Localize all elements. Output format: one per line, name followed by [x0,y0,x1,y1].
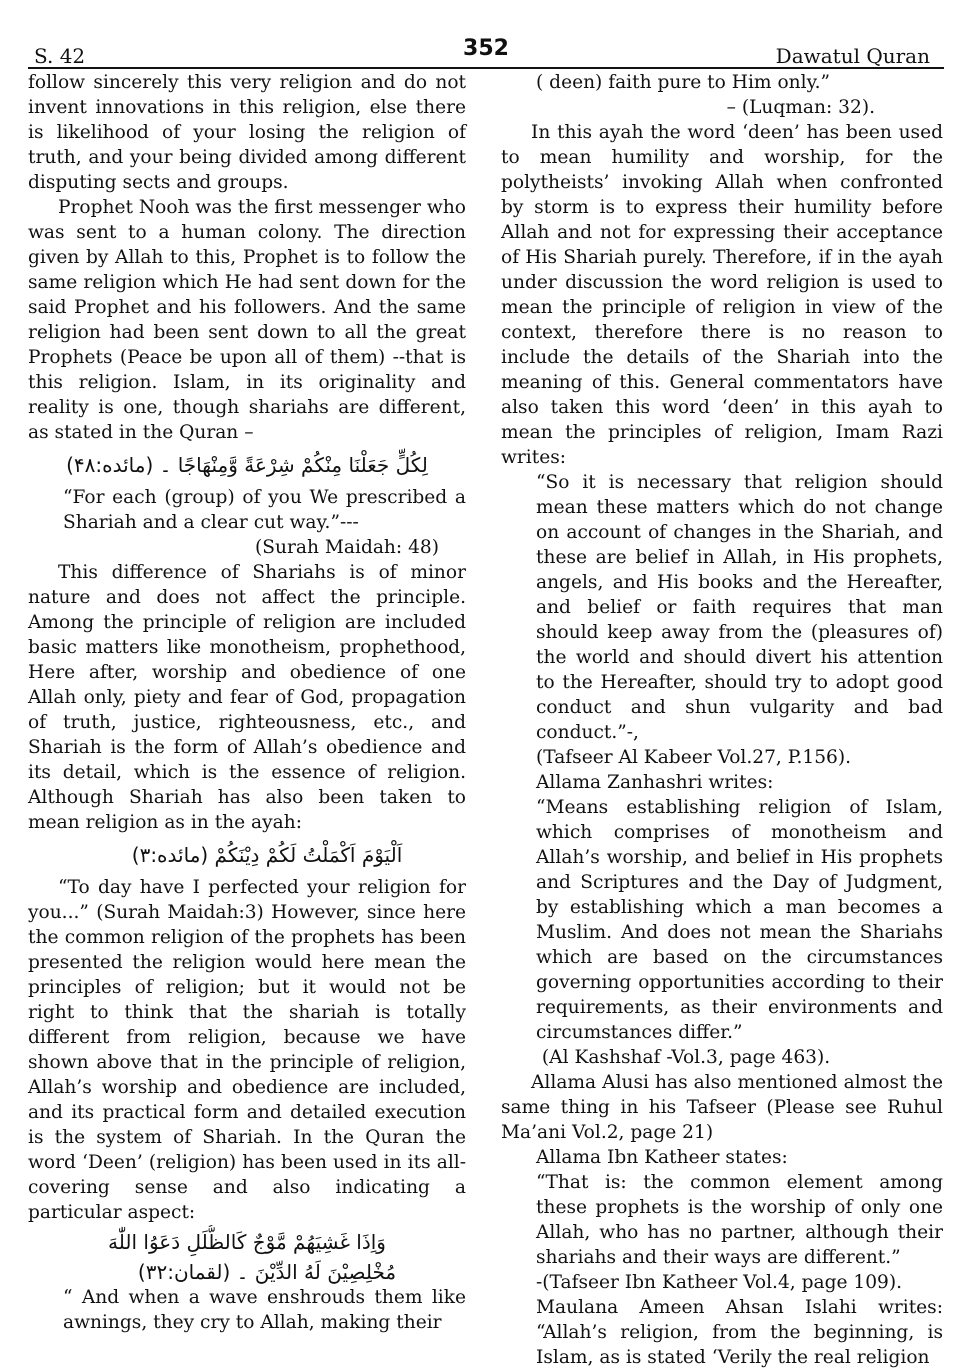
verse-translation-continued: ( deen) faith pure to Him only.” [536,72,831,93]
right-column [501,70,943,1370]
verse-translation: “ And when a wave enshrouds them like awnings, they cry to Allah, making their [63,1287,466,1333]
page-number: 352 [463,36,509,61]
verse-translation: “For each (group) of you We prescribed a Shariah and a clear cut way.”--- [63,487,466,533]
arabic-verse: وَاِذَا غَشِيَهُمْ مَّوْجٌ كَالظُّلَلِ دَعَوُا اللّٰهَ [108,1230,386,1254]
quote-citation: (Tafseer Al Kabeer Vol.27, P.156). [536,747,852,768]
book-title: Dawatul Quran [775,44,930,68]
block-quote: Maulana Ameen Ahsan Islahi writes: “Allah’s religion, from the beginning, is Islam, as is stated ‘Verily the real religion [536,1297,943,1368]
quote-intro: Allama Ibn Katheer states: [536,1147,788,1168]
verse-citation: – (Luqman: 32). [726,97,875,118]
paragraph: “To day have I perfected your religion for you...” (Surah Maidah:3) However, since here the common religion of the prophets has been presented the religion would here mean the principles of religion; but it would not be right to think that the shariah is totally different from religion, because we have shown above that in the principle of religion, Allah’s worship and obedience are included, and its practical form and detailed execution is the system of Shariah. In the Quran the word ‘Deen’ (religion) has been used in its all-covering sense and also indicating a particular aspect: [28,877,466,1223]
paragraph: In this ayah the word ‘deen’ has been used to mean humility and worship, for the polytheists’ invoking Allah when confronted by storm is to express their humility before Allah and not for expressing their acceptance of His Shariah purely. Therefore, if in the ayah under discussion the word religion is used to mean the principle of religion in view of the context, therefore there is no reason to include the details of the Shariah into the meaning of this. General commentators have also taken this word ‘deen’ in this ayah to mean the principles of religion, Imam Razi writes: [501,122,943,468]
block-quote: “So it is necessary that religion should mean these matters which do not change on account of changes in the Shariah, and these are belief in Allah, in His prophets, angels, and His books and the Hereafter, and belief or faith requires that man should keep away from the (pleasures of) the world and should divert his attention to the Hereafter, should try to adopt good conduct and shun vulgarity and bad conduct.”-, [536,472,943,743]
verse-citation: (Surah Maidah: 48) [255,537,439,558]
quote-citation: -(Tafseer Ibn Katheer Vol.4, page 109). [536,1272,903,1293]
left-column [28,70,466,1335]
paragraph: This difference of Shariahs is of minor nature and does not affect the principle. Among the principle of religion are included basic matters like monotheism, prophethood, Here after, worship and obedience of one Allah only, piety and fear of God, propagation of truth, justice, righteousness, etc., and Shariah is the form of Allah’s obedience and its detail, which is the essence of religion. Although Shariah has also been taken to mean religion as in the ayah: [28,562,466,833]
quote-intro: Allama Zanhashri writes: [536,772,774,793]
block-quote: “Means establishing religion of Islam, which comprises of monotheism and Allah’s worship, and belief in His prophets and Scriptures and the Day of Judgment, by establishing which a man becomes a Muslim. And does not mean the Shariahs which are based on the circumstances governing opportunities according to their requirements, as their environments and circumstances differ.” [536,797,943,1043]
paragraph: follow sincerely this very religion and do not invent innovations in this religion, else there is likelihood of your losing the religion of truth, and your being divided among different disputing sects and groups. [28,72,466,193]
surah-number: S. 42 [34,44,86,68]
page-header [28,36,944,68]
quote-citation: (Al Kashshaf -Vol.3, page 463). [536,1047,831,1068]
header-rule [28,67,944,69]
arabic-verse: اَلْيَوْمَ اَكْمَلْتُ لَكُمْ دِيْنَكُمْ (مائده:۳) [131,843,403,867]
paragraph: Prophet Nooh was the first messenger who was sent to a human colony. The direction given by Allah to this, Prophet is to follow the same religion which He had sent down for the said Prophet and his followers. And the same religion had been sent down to all the great Prophets (Peace be upon all of them) --that is this religion. Islam, in its originality and reality is one, though shariahs are different, as stated in the Quran – [28,197,466,443]
arabic-verse: مُخْلِصِيْنَ لَهُ الدِّيْنَ ۔ (لقمان:۳۲) [137,1260,397,1284]
paragraph: Allama Alusi has also mentioned almost the same thing in his Tafseer (Please see Ruhul Ma’ani Vol.2, page 21) [501,1072,943,1143]
block-quote: “That is: the common element among these prophets is the worship of only one Allah, who has no partner, although their shariahs and their ways are different.” [536,1172,943,1268]
arabic-verse: لِكُلٍّ جَعَلْنَا مِنْكُمْ شِرْعَةً وَّمِنْهَاجًا ۔ (مائده:۴۸) [66,453,428,477]
